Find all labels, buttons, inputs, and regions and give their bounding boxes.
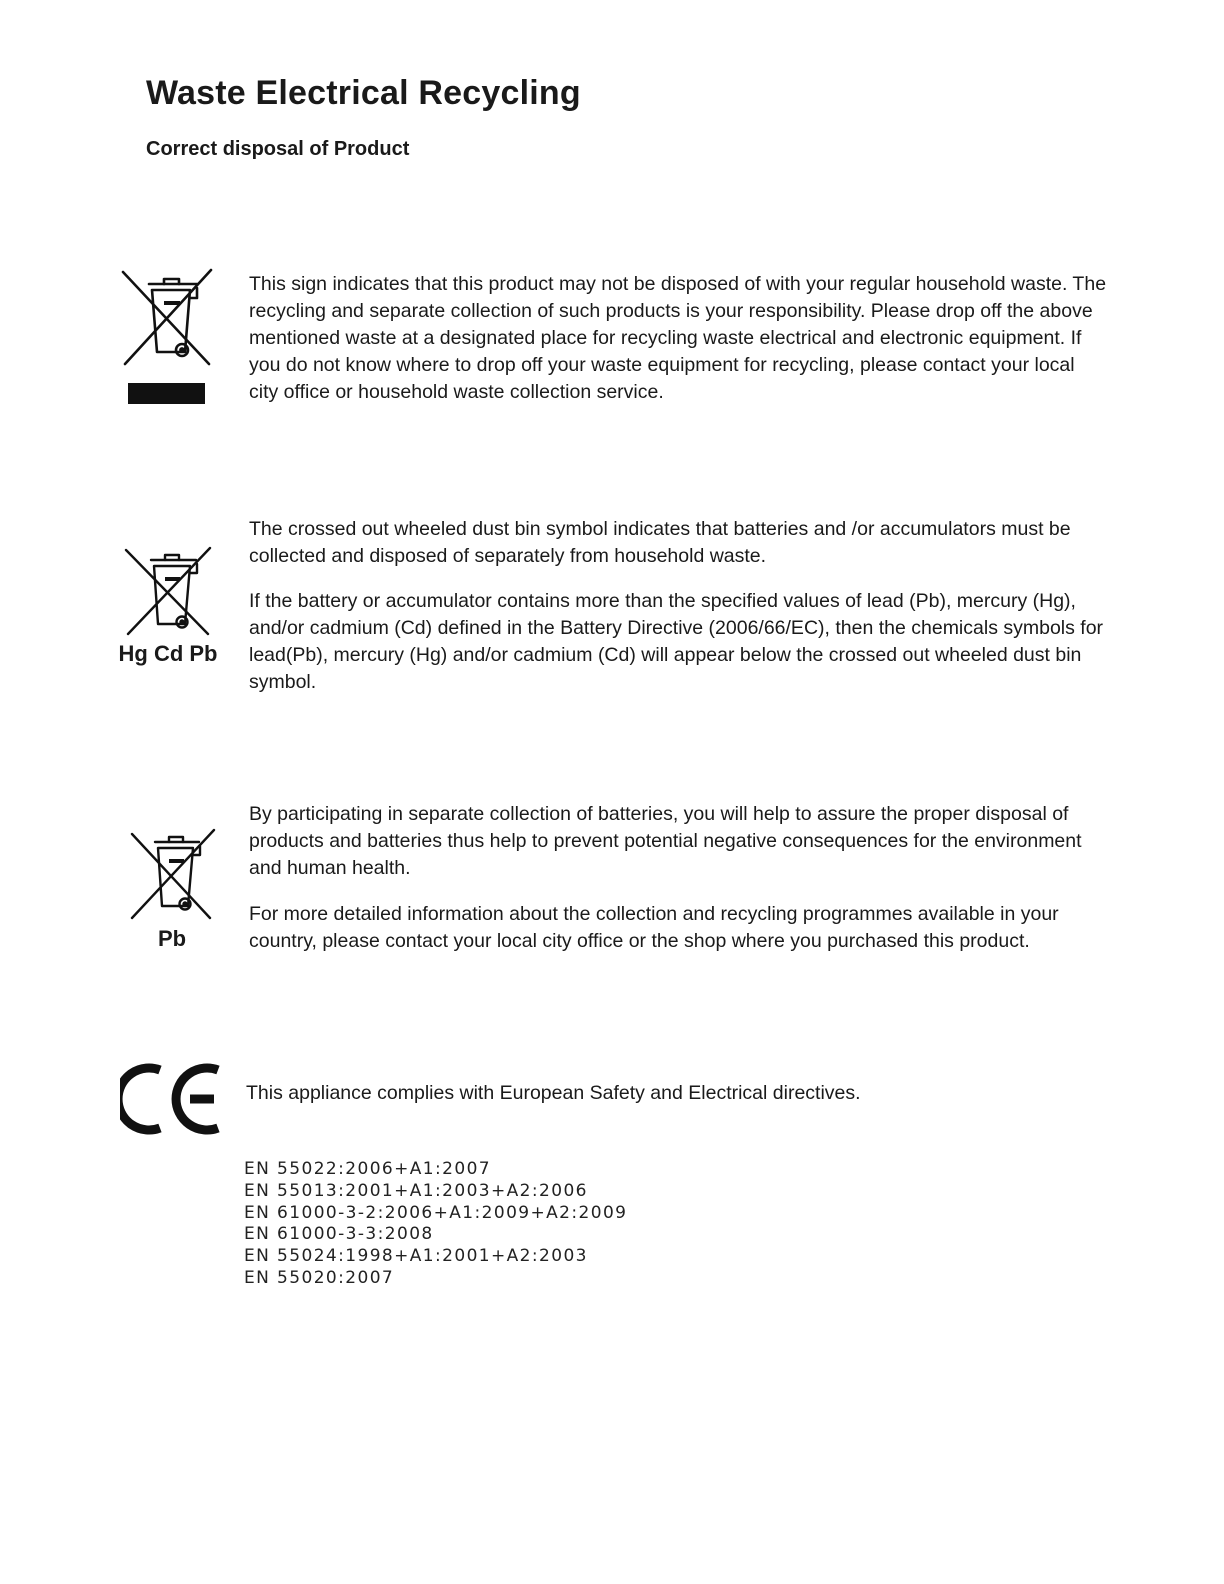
standard-item: EN 61000-3-3:2008 <box>244 1224 434 1245</box>
section-paragraph: If the battery or accumulator contains more than the specified values of lead (Pb), mercury (Hg), and/or cadmium (Cd) defined in the Battery Directive (2006/66/EC), then the chemicals symbols for lead(Pb), mercury (Hg) and/or cadmium (Cd) will appear below the crossed out wheeled dust bin symbol. <box>249 590 1104 693</box>
ce-mark-icon <box>120 1062 224 1141</box>
crossed-wheeled-bin-icon <box>119 268 215 368</box>
page-subtitle: Correct disposal of Product <box>146 138 410 160</box>
chemical-symbols-label: Pb <box>157 926 187 951</box>
standard-item: EN 55024:1998+A1:2001+A2:2003 <box>244 1246 588 1267</box>
section-paragraph: This sign indicates that this product may not be disposed of with your regular household waste. The recycling and separate collection of such products is your responsibility. Please drop off the above mentioned waste at a designated place for recycling waste electrical and electronic equipment. If you do not know where to drop off your waste equipment for recycling, please contact your local city office or household waste collection service. <box>249 273 1107 403</box>
crossed-wheeled-bin-icon <box>122 546 214 638</box>
standard-item: EN 55020:2007 <box>244 1267 395 1288</box>
standards-list <box>244 1159 627 1290</box>
section-paragraph: For more detailed information about the collection and recycling programmes available in your country, please contact your local city office or the shop where you purchased this product. <box>249 903 1059 952</box>
black-bar-marking <box>128 383 205 404</box>
standard-item: EN 55013:2001+A1:2003+A2:2006 <box>244 1180 588 1201</box>
crossed-wheeled-bin-icon <box>128 828 216 920</box>
standard-item: EN 55022:2006+A1:2007 <box>244 1159 492 1179</box>
section-paragraph: The crossed out wheeled dust bin symbol indicates that batteries and /or accumulators must be collected and disposed of separately from household waste. <box>249 518 1071 567</box>
section-paragraph: By participating in separate collection of batteries, you will help to assure the proper disposal of products and batteries thus help to prevent potential negative consequences for the environment and human health. <box>249 803 1082 879</box>
page-title: Waste Electrical Recycling <box>146 74 581 112</box>
chemical-symbols-label: Hg Cd Pb <box>118 641 218 666</box>
compliance-statement: This appliance complies with European Safety and Electrical directives. <box>246 1082 861 1104</box>
standard-item: EN 61000-3-2:2006+A1:2009+A2:2009 <box>244 1202 628 1223</box>
